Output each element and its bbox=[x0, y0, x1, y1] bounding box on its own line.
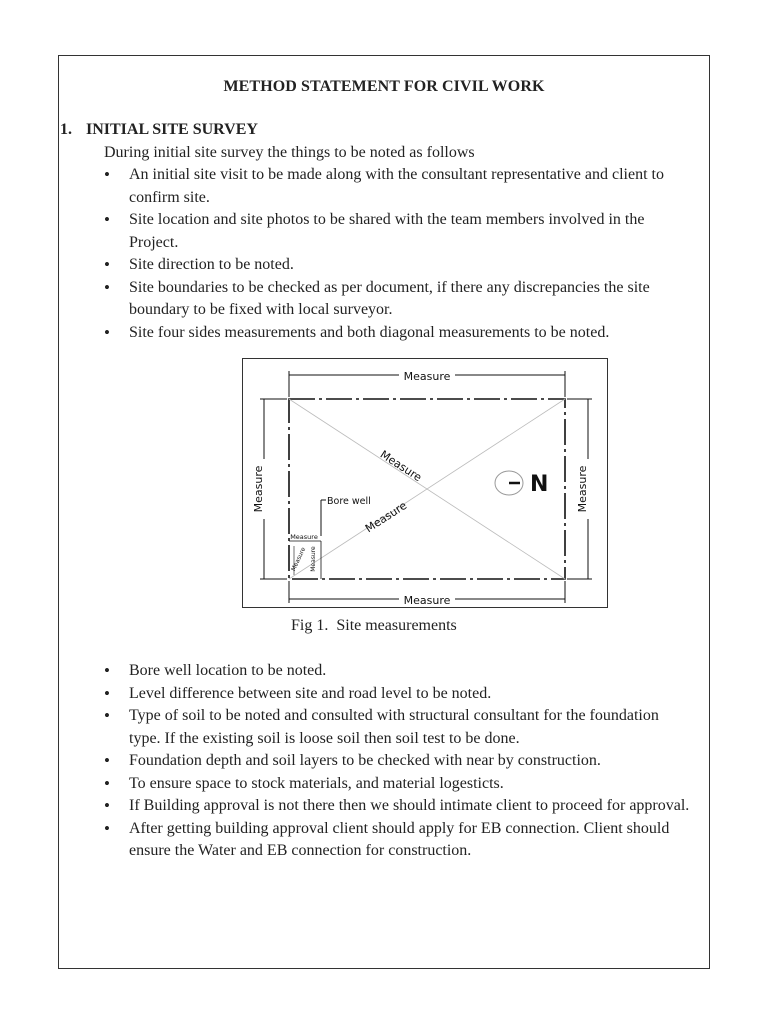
offset-measure-label-1: Measure bbox=[290, 533, 318, 541]
bottom-measure-label: Measure bbox=[403, 594, 451, 607]
list-item: • Bore well location to be noted. bbox=[104, 660, 694, 683]
list-item: • Level difference between site and road level to be noted. bbox=[104, 683, 694, 706]
north-arrow-icon bbox=[495, 471, 523, 495]
list-item: • Type of soil to be noted and consulted with structural consultant for the foundation type. If the existing soil is loose soil then soil test to be done. bbox=[104, 705, 694, 750]
bullet-list-before-figure bbox=[104, 164, 694, 344]
list-item: • To ensure space to stock materials, and material logesticts. bbox=[104, 773, 694, 796]
figure-caption-text: Site measurements bbox=[336, 617, 457, 634]
offset-measure-label-3: Measure bbox=[310, 546, 317, 572]
bore-well-label: Bore well bbox=[327, 496, 371, 507]
list-item: • Foundation depth and soil layers to be checked with near by construction. bbox=[104, 750, 694, 773]
diagonal-measure-label-1: Measure bbox=[377, 447, 425, 485]
list-item: • Site four sides measurements and both diagonal measurements to be noted. bbox=[104, 322, 694, 345]
offset-measure-label-2: Measure bbox=[290, 546, 308, 573]
list-item: • Site boundaries to be checked as per document, if there any discrepancies the site boundary to be fixed with local surveyor. bbox=[104, 277, 694, 322]
left-measure-label: Measure bbox=[252, 465, 265, 513]
section-number: 1. bbox=[60, 121, 72, 138]
list-item: • Site location and site photos to be shared with the team members involved in the Project. bbox=[104, 209, 694, 254]
list-item: • Site direction to be noted. bbox=[104, 254, 694, 277]
list-item: • An initial site visit to be made along with the consultant representative and client to confirm site. bbox=[104, 164, 694, 209]
right-measure-label: Measure bbox=[576, 465, 589, 513]
site-measurement-figure bbox=[242, 358, 608, 608]
document-title: METHOD STATEMENT FOR CIVIL WORK bbox=[223, 78, 545, 95]
intro-text: During initial site survey the things to be noted as follows bbox=[104, 144, 475, 161]
north-label: N bbox=[530, 472, 549, 497]
site-diagram bbox=[243, 359, 607, 607]
diagonal-measure-label-2: Measure bbox=[362, 498, 410, 536]
section-title: INITIAL SITE SURVEY bbox=[86, 121, 258, 138]
list-item: • If Building approval is not there then we should intimate client to proceed for approval. bbox=[104, 795, 694, 818]
figure-number: Fig 1. bbox=[291, 617, 329, 634]
bullet-list-after-figure bbox=[104, 660, 694, 863]
section-heading bbox=[60, 121, 258, 139]
figure-caption bbox=[291, 617, 457, 635]
top-measure-label: Measure bbox=[403, 370, 451, 383]
list-item: • After getting building approval client should apply for EB connection. Client should ensure the Water and EB connection for construction. bbox=[104, 818, 694, 863]
